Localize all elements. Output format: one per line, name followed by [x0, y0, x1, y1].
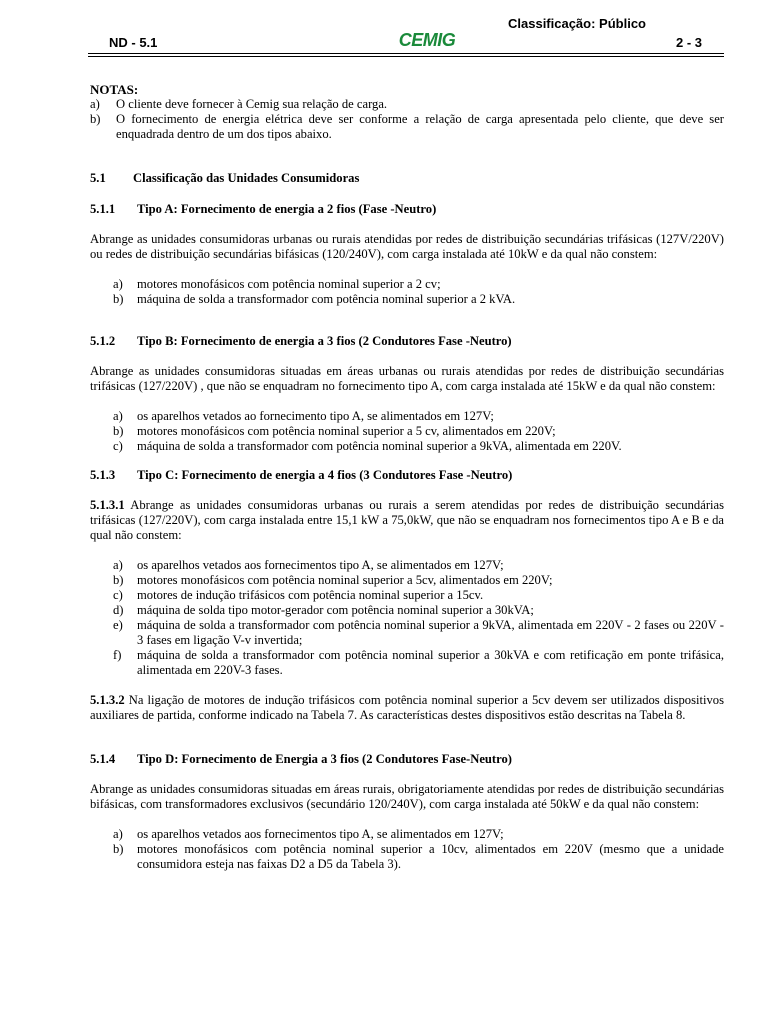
section-number: 5.1.4 [90, 752, 116, 766]
list-item [113, 588, 724, 603]
item-label: f) [113, 648, 122, 662]
item-text: os aparelhos vetados aos fornecimentos tipo A, se alimentados em 127V; [137, 558, 504, 572]
item-text: os aparelhos vetados aos fornecimentos tipo A, se alimentados em 127V; [137, 827, 504, 841]
section-paragraph [90, 693, 724, 723]
section-paragraph: Abrange as unidades consumidoras situadas em áreas urbanas ou rurais atendidas por redes de distribuição secundárias trifásicas (127/220V) , que não se enquadram no fornecimento tipo A, com carga instalada até 15kW e da qual não constem: [90, 364, 724, 393]
item-label: b) [113, 842, 124, 856]
paragraph-number: 5.1.3.2 [90, 693, 125, 707]
list-item [113, 827, 724, 842]
section-title: Tipo A: Fornecimento de energia a 2 fios (Fase -Neutro) [137, 202, 437, 216]
notes-title: NOTAS: [90, 82, 139, 97]
list-item [113, 618, 724, 648]
list-item [113, 603, 724, 618]
item-label: b) [113, 292, 124, 306]
item-list [90, 277, 724, 307]
section-heading [90, 752, 724, 767]
item-list [90, 558, 724, 678]
item-text: motores monofásicos com potência nominal superior a 2 cv; [137, 277, 441, 291]
document-body [90, 82, 724, 872]
item-text: motores monofásicos com potência nominal superior a 5cv, alimentados em 220V; [137, 573, 553, 587]
classification-label: Classificação: Público [508, 16, 646, 31]
section-heading [90, 468, 724, 483]
header-rule-top [88, 53, 724, 54]
list-item [90, 112, 724, 142]
item-list [90, 827, 724, 872]
item-text: máquina de solda tipo motor-gerador com potência nominal superior a 30kVA; [137, 603, 534, 617]
section-heading [90, 171, 724, 186]
item-label: b) [90, 112, 101, 126]
section-title: Tipo C: Fornecimento de energia a 4 fios (3 Condutores Fase -Neutro) [137, 468, 513, 482]
section-paragraph: Abrange as unidades consumidoras urbanas ou rurais atendidas por redes de distribuição secundárias trifásicas (127V/220V) ou redes de distribuição secundárias bifásicas (120/240V), com carga instalada até 10kW e da qual não constem: [90, 232, 724, 261]
section-number: 5.1 [90, 171, 106, 185]
paragraph-number: 5.1.3.1 [90, 498, 125, 512]
list-item [113, 573, 724, 588]
item-label: d) [113, 603, 124, 617]
cemig-logo-text: CEMIG [398, 30, 456, 50]
item-text: motores monofásicos com potência nominal superior a 10cv, alimentados em 220V (mesmo que a unidade consumidora esteja nas faixas D2 a D5 da Tabela 3). [137, 842, 724, 871]
section-title: Classificação das Unidades Consumidoras [133, 171, 360, 185]
paragraph-text: Na ligação de motores de indução trifásicos com potência nominal superior a 5cv devem ser utilizados dispositivos auxiliares de partida, conforme indicado na Tabela 7. As características destes dispositivos estão descritas na Tabela 8. [90, 693, 724, 722]
list-item [113, 277, 724, 292]
notes-block [90, 82, 724, 142]
list-item [113, 439, 724, 454]
section-paragraph [90, 498, 724, 543]
section-heading [90, 202, 724, 217]
item-text: motores de indução trifásicos com potência nominal superior a 15cv. [137, 588, 484, 602]
item-label: a) [113, 558, 123, 572]
cemig-logo [393, 30, 461, 50]
list-item [113, 842, 724, 872]
item-text: motores monofásicos com potência nominal superior a 5 cv, alimentados em 220V; [137, 424, 556, 438]
list-item [113, 648, 724, 678]
item-label: b) [113, 573, 124, 587]
item-label: b) [113, 424, 124, 438]
section-heading [90, 334, 724, 349]
section-title: Tipo B: Fornecimento de energia a 3 fios (2 Condutores Fase -Neutro) [137, 334, 512, 348]
section-number: 5.1.3 [90, 468, 116, 482]
item-label: a) [113, 277, 123, 291]
notes-list [90, 97, 724, 142]
item-text: máquina de solda a transformador com potência nominal superior a 9kVA, alimentada em 220V - 2 fases ou 220V - 3 fases em ligação V-v invertida; [137, 618, 724, 647]
item-label: a) [113, 827, 123, 841]
item-text: os aparelhos vetados ao fornecimento tipo A, se alimentados em 127V; [137, 409, 494, 423]
item-text: O fornecimento de energia elétrica deve ser conforme a relação de carga apresentada pelo cliente, que deve ser enquadrada dentro de um dos tipos abaixo. [116, 112, 724, 141]
item-label: e) [113, 618, 123, 632]
item-list [90, 409, 724, 454]
list-item [113, 558, 724, 573]
section-number: 5.1.1 [90, 202, 116, 216]
item-text: máquina de solda a transformador com potência nominal superior a 9kVA, alimentada em 220V. [137, 439, 622, 453]
header-rule-bottom [88, 56, 724, 57]
section-paragraph: Abrange as unidades consumidoras situadas em áreas rurais, obrigatoriamente atendidas por redes de distribuição secundárias bifásicas, com transformadores exclusivos (secundário 120/240V), com carga instalada até 50kW e da qual não constem: [90, 782, 724, 811]
item-label: c) [113, 588, 123, 602]
section-title: Tipo D: Fornecimento de Energia a 3 fios (2 Condutores Fase-Neutro) [137, 752, 512, 766]
section-number: 5.1.2 [90, 334, 116, 348]
list-item [113, 292, 724, 307]
item-text: máquina de solda a transformador com potência nominal superior a 2 kVA. [137, 292, 516, 306]
list-item [113, 424, 724, 439]
item-label: a) [113, 409, 123, 423]
document-id: ND - 5.1 [109, 35, 158, 50]
item-label: a) [90, 97, 100, 111]
item-text: O cliente deve fornecer à Cemig sua relação de carga. [116, 97, 388, 111]
paragraph-text: Abrange as unidades consumidoras urbanas ou rurais a serem atendidas por redes de distribuição secundárias trifásicas (127/220V), com carga instalada entre 15,1 kW a 75,0kW, que não se enquadram nos fornecimentos tipo A e B e da qual não constem: [90, 498, 724, 542]
page-number: 2 - 3 [676, 35, 703, 50]
list-item [113, 409, 724, 424]
list-item [90, 97, 724, 112]
item-text: máquina de solda a transformador com potência nominal superior a 30kVA e com retificação em ponte trifásica, alimentada em 220V-3 fases. [137, 648, 724, 677]
item-label: c) [113, 439, 123, 453]
